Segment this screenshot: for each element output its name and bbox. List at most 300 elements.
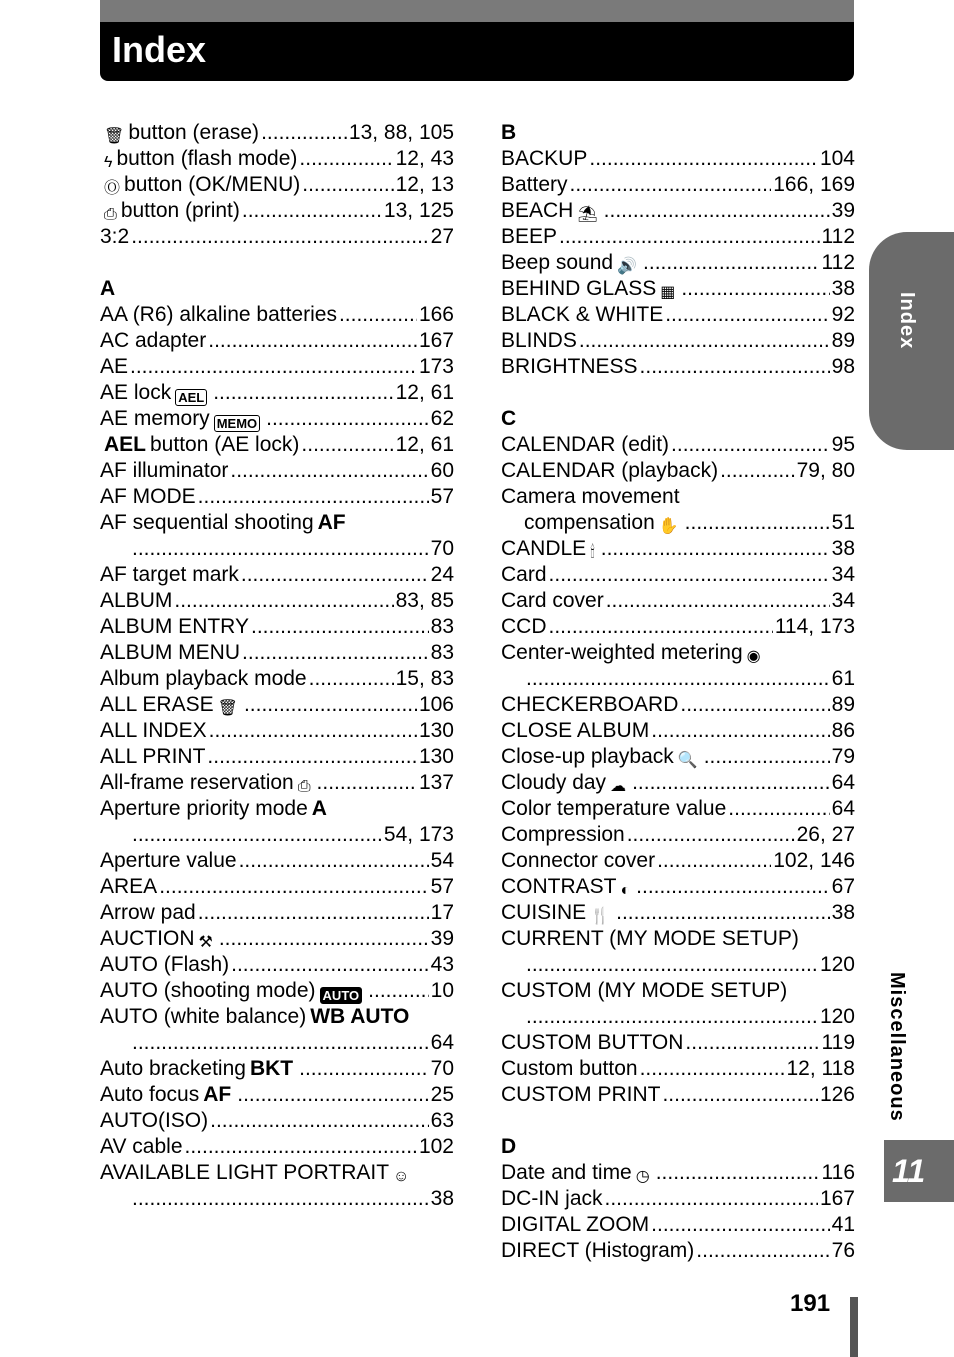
page-reference[interactable]: 38 bbox=[831, 537, 855, 560]
entry-term: Auto bracketing bbox=[100, 1057, 246, 1080]
section-letter: D bbox=[501, 1135, 517, 1158]
index-entry bbox=[501, 822, 855, 848]
index-entry bbox=[501, 796, 855, 822]
page-reference[interactable]: 92 bbox=[831, 303, 855, 326]
page-reference[interactable]: 12, 61 bbox=[395, 433, 454, 456]
entry-term: AV cable bbox=[100, 1135, 183, 1158]
page-reference[interactable]: 57 bbox=[430, 485, 454, 508]
entry-term: ALBUM MENU bbox=[100, 641, 241, 664]
index-entry bbox=[100, 614, 454, 640]
entry-term: CALENDAR (edit) bbox=[501, 433, 670, 456]
leader-dots bbox=[549, 614, 773, 640]
contrast-icon: ◐ bbox=[620, 882, 631, 899]
index-entry bbox=[100, 978, 454, 1004]
page-reference[interactable]: 63 bbox=[430, 1109, 454, 1132]
page-reference[interactable]: 38 bbox=[430, 1187, 454, 1210]
index-entry bbox=[100, 120, 454, 146]
page-reference[interactable]: 39 bbox=[430, 927, 454, 950]
leader-dots bbox=[640, 354, 830, 380]
index-entry bbox=[100, 666, 454, 692]
page-reference[interactable]: 89 bbox=[831, 693, 855, 716]
shake-icon: ✋ bbox=[658, 518, 679, 535]
index-entry bbox=[501, 172, 855, 198]
index-entry bbox=[501, 744, 855, 770]
page-reference[interactable]: 10 bbox=[430, 979, 454, 1002]
page-number: 191 bbox=[790, 1290, 831, 1317]
leader-dots bbox=[185, 1134, 417, 1160]
aperture-a-icon: A bbox=[311, 797, 327, 820]
beach-icon: ⛱ bbox=[577, 206, 598, 223]
page-reference[interactable]: 130 bbox=[418, 745, 454, 768]
entry-term: Cloudy day bbox=[501, 771, 607, 794]
index-entry bbox=[100, 796, 454, 822]
leader-dots bbox=[266, 406, 429, 432]
entry-term: AA (R6) alkaline batteries bbox=[100, 303, 337, 326]
page-reference[interactable]: 24 bbox=[430, 563, 454, 586]
entry-term: ALL PRINT bbox=[100, 745, 206, 768]
page-reference[interactable]: 67 bbox=[831, 875, 855, 898]
page-reference[interactable]: 12, 61 bbox=[395, 381, 454, 404]
leader-dots bbox=[242, 640, 429, 666]
leader-dots bbox=[685, 510, 830, 536]
entry-term: Aperture priority mode bbox=[100, 797, 308, 820]
index-entry bbox=[501, 848, 855, 874]
page-reference[interactable]: 17 bbox=[430, 901, 454, 924]
entry-term: Battery bbox=[501, 173, 568, 196]
leader-dots bbox=[606, 588, 830, 614]
index-entry bbox=[501, 1030, 855, 1056]
page-reference[interactable]: 173 bbox=[418, 355, 454, 378]
page-reference[interactable]: 34 bbox=[831, 563, 855, 586]
section-heading bbox=[100, 276, 454, 302]
leader-dots bbox=[604, 198, 830, 224]
page-reference[interactable]: 64 bbox=[430, 1031, 454, 1054]
page-reference[interactable]: 76 bbox=[831, 1239, 855, 1262]
page-reference[interactable]: 79 bbox=[831, 745, 855, 768]
leader-dots bbox=[159, 874, 428, 900]
entry-term: BACKUP bbox=[501, 147, 588, 170]
leader-dots bbox=[132, 536, 429, 562]
index-entry bbox=[501, 510, 855, 536]
entry-term: BEEP bbox=[501, 225, 558, 248]
entry-term: AF target mark bbox=[100, 563, 239, 586]
page-reference[interactable]: 166 bbox=[418, 303, 454, 326]
index-entry bbox=[501, 952, 855, 978]
section-gap bbox=[501, 380, 855, 406]
index-entry bbox=[501, 484, 855, 510]
leader-dots bbox=[209, 718, 417, 744]
entry-term: CCD bbox=[501, 615, 547, 638]
candle-icon: 🕯 bbox=[590, 544, 595, 561]
page-reference[interactable]: 60 bbox=[430, 459, 454, 482]
page-reference[interactable]: 13, 88, 105 bbox=[348, 121, 454, 144]
leader-dots bbox=[601, 536, 830, 562]
entry-term: BEHIND GLASS bbox=[501, 277, 657, 300]
entry-term: Center-weighted metering bbox=[501, 641, 743, 664]
leader-dots bbox=[317, 770, 417, 796]
page-reference[interactable]: 130 bbox=[418, 719, 454, 742]
memo-box-icon: MEMO bbox=[214, 415, 260, 432]
ael-bold-icon: AEL bbox=[104, 433, 146, 456]
entry-term: CUSTOM (MY MODE SETUP) bbox=[501, 979, 788, 1002]
leader-dots bbox=[549, 562, 830, 588]
page-reference[interactable]: 12, 13 bbox=[395, 173, 454, 196]
leader-dots bbox=[720, 458, 795, 484]
leader-dots bbox=[526, 666, 830, 692]
page-reference[interactable]: 79, 80 bbox=[796, 459, 855, 482]
entry-term: CUISINE bbox=[501, 901, 587, 924]
leader-dots bbox=[368, 978, 428, 1004]
page-reference[interactable]: 126 bbox=[819, 1083, 855, 1106]
entry-term: Aperture value bbox=[100, 849, 237, 872]
entry-term: Close-up playback bbox=[501, 745, 674, 768]
page-reference[interactable]: 116 bbox=[821, 1161, 855, 1184]
leader-dots bbox=[681, 276, 829, 302]
page-reference[interactable]: 25 bbox=[430, 1083, 454, 1106]
page-reference[interactable]: 13, 125 bbox=[383, 199, 454, 222]
page-reference[interactable]: 89 bbox=[831, 329, 855, 352]
page-reference[interactable]: 112 bbox=[821, 251, 855, 274]
page-number-bar bbox=[850, 1297, 858, 1357]
leader-dots bbox=[251, 614, 429, 640]
leader-dots bbox=[640, 1056, 785, 1082]
trash-icon: 🗑 bbox=[104, 128, 125, 145]
page-reference[interactable]: 119 bbox=[821, 1031, 855, 1054]
index-column-right bbox=[501, 120, 855, 1264]
page-reference[interactable]: 38 bbox=[831, 277, 855, 300]
page-reference[interactable]: 167 bbox=[819, 1187, 855, 1210]
index-entry bbox=[100, 900, 454, 926]
index-entry bbox=[501, 250, 855, 276]
page-reference[interactable]: 26, 27 bbox=[796, 823, 855, 846]
leader-dots bbox=[526, 952, 818, 978]
page-reference[interactable]: 86 bbox=[831, 719, 855, 742]
index-entry bbox=[100, 1134, 454, 1160]
index-entry bbox=[100, 770, 454, 796]
page-reference[interactable]: 12, 118 bbox=[786, 1057, 855, 1080]
all-print-icon: ⎙ bbox=[297, 778, 311, 795]
light-portrait-icon: ☺ bbox=[393, 1168, 410, 1185]
entry-term: Camera movement bbox=[501, 485, 680, 508]
page-reference[interactable]: 120 bbox=[819, 1005, 855, 1028]
page-reference[interactable]: 43 bbox=[430, 953, 454, 976]
print-icon: ⎙ bbox=[104, 206, 117, 223]
index-entry bbox=[100, 380, 454, 406]
af-icon: AF bbox=[203, 1083, 232, 1106]
page-reference[interactable]: 83 bbox=[430, 641, 454, 664]
bkt-icon: BKT bbox=[249, 1057, 294, 1080]
page-reference[interactable]: 51 bbox=[831, 511, 855, 534]
section-letter: C bbox=[501, 407, 517, 430]
leader-dots bbox=[207, 744, 417, 770]
page-reference[interactable]: 41 bbox=[831, 1213, 855, 1236]
entry-term: Card bbox=[501, 563, 547, 586]
leader-dots bbox=[665, 302, 829, 328]
page-reference[interactable]: 64 bbox=[831, 771, 855, 794]
page-reference[interactable]: 64 bbox=[831, 797, 855, 820]
index-entry bbox=[100, 510, 454, 536]
entry-term: ALL INDEX bbox=[100, 719, 207, 742]
leader-dots bbox=[174, 588, 393, 614]
entry-term: DIGITAL ZOOM bbox=[501, 1213, 650, 1236]
entry-term: AREA bbox=[100, 875, 158, 898]
leader-dots bbox=[302, 172, 393, 198]
page-reference[interactable]: 61 bbox=[831, 667, 855, 690]
index-entry bbox=[100, 406, 454, 432]
entry-term: Card cover bbox=[501, 589, 604, 612]
af-sequential-icon: AF bbox=[317, 511, 346, 534]
index-entry bbox=[501, 1004, 855, 1030]
section-letter: A bbox=[100, 277, 116, 300]
index-entry bbox=[501, 588, 855, 614]
entry-term: AF illuminator bbox=[100, 459, 229, 482]
index-entry bbox=[100, 302, 454, 328]
index-entry bbox=[501, 900, 855, 926]
index-entry bbox=[100, 744, 454, 770]
page-reference[interactable]: 70 bbox=[430, 1057, 454, 1080]
page-reference[interactable]: 104 bbox=[819, 147, 855, 170]
entry-term: compensation bbox=[524, 511, 655, 534]
index-entry bbox=[501, 432, 855, 458]
index-entry bbox=[501, 770, 855, 796]
index-tab[interactable] bbox=[869, 232, 954, 450]
section-gap bbox=[501, 1108, 855, 1134]
entry-term: CLOSE ALBUM bbox=[501, 719, 650, 742]
leader-dots bbox=[704, 744, 830, 770]
leader-dots bbox=[299, 146, 393, 172]
index-entry bbox=[100, 874, 454, 900]
clock-icon: ◷ bbox=[635, 1168, 650, 1185]
entry-term: button (flash mode) bbox=[116, 147, 298, 170]
index-entry bbox=[100, 562, 454, 588]
section-gap bbox=[100, 250, 454, 276]
section-heading bbox=[501, 1134, 855, 1160]
leader-dots bbox=[671, 432, 830, 458]
page-reference[interactable]: 95 bbox=[831, 433, 855, 456]
index-entry bbox=[501, 302, 855, 328]
page-reference[interactable]: 106 bbox=[418, 693, 454, 716]
entry-term: AE lock bbox=[100, 381, 172, 404]
leader-dots bbox=[132, 1186, 429, 1212]
entry-term: BRIGHTNESS bbox=[501, 355, 638, 378]
index-entry bbox=[501, 458, 855, 484]
page-reference[interactable]: 83, 85 bbox=[395, 589, 454, 612]
entry-term: AUCTION bbox=[100, 927, 195, 950]
index-entry bbox=[100, 848, 454, 874]
leader-dots bbox=[526, 1004, 818, 1030]
entry-term: Auto focus bbox=[100, 1083, 200, 1106]
chapter-number: 11 bbox=[884, 1140, 954, 1202]
leader-dots bbox=[239, 848, 429, 874]
page-reference[interactable]: 102 bbox=[418, 1135, 454, 1158]
page-reference[interactable]: 39 bbox=[831, 199, 855, 222]
page-reference[interactable]: 70 bbox=[430, 537, 454, 560]
ael-box-icon: AEL bbox=[175, 389, 207, 406]
index-entry bbox=[100, 146, 454, 172]
leader-dots bbox=[210, 1108, 429, 1134]
index-entry bbox=[100, 432, 454, 458]
leader-dots bbox=[632, 770, 830, 796]
index-entry bbox=[501, 146, 855, 172]
entry-term: CUSTOM PRINT bbox=[501, 1083, 661, 1106]
entry-term: CALENDAR (playback) bbox=[501, 459, 719, 482]
page-reference[interactable]: 15, 83 bbox=[395, 667, 454, 690]
leader-dots bbox=[728, 796, 829, 822]
entry-term: AF sequential shooting bbox=[100, 511, 314, 534]
entry-term: BLINDS bbox=[501, 329, 577, 352]
entry-term: AUTO (shooting mode) bbox=[100, 979, 316, 1002]
leader-dots bbox=[656, 1160, 820, 1186]
leader-dots bbox=[685, 1030, 819, 1056]
entry-term: button (OK/MENU) bbox=[124, 173, 301, 196]
entry-term: button (AE lock) bbox=[150, 433, 300, 456]
entry-term: DC-IN jack bbox=[501, 1187, 603, 1210]
entry-term: button (erase) bbox=[128, 121, 260, 144]
index-entry bbox=[501, 536, 855, 562]
index-column-left bbox=[100, 120, 454, 1212]
index-entry bbox=[100, 1004, 454, 1030]
page-reference[interactable]: 83 bbox=[430, 615, 454, 638]
index-entry bbox=[501, 1160, 855, 1186]
leader-dots bbox=[132, 1030, 429, 1056]
leader-dots bbox=[132, 822, 382, 848]
entry-term: CONTRAST bbox=[501, 875, 617, 898]
leader-dots bbox=[198, 900, 429, 926]
entry-term: CHECKERBOARD bbox=[501, 693, 679, 716]
cloud-icon: ☁ bbox=[610, 778, 627, 795]
entry-term: DIRECT (Histogram) bbox=[501, 1239, 695, 1262]
leader-dots bbox=[237, 1082, 428, 1108]
page-reference[interactable]: 102, 146 bbox=[773, 849, 855, 872]
index-entry bbox=[501, 1082, 855, 1108]
index-entry bbox=[100, 1056, 454, 1082]
page-reference[interactable]: 137 bbox=[418, 771, 454, 794]
page-reference[interactable]: 166, 169 bbox=[773, 173, 855, 196]
cuisine-icon: 🍴 bbox=[590, 908, 611, 925]
entry-term: CUSTOM BUTTON bbox=[501, 1031, 684, 1054]
page-reference[interactable]: 34 bbox=[831, 589, 855, 612]
leader-dots bbox=[696, 1238, 829, 1264]
index-entry bbox=[100, 354, 454, 380]
leader-dots bbox=[309, 666, 394, 692]
speaker-icon: 🔊 bbox=[617, 258, 638, 275]
leader-dots bbox=[213, 380, 393, 406]
page-reference[interactable]: 54 bbox=[430, 849, 454, 872]
index-entry bbox=[501, 614, 855, 640]
index-entry bbox=[501, 1186, 855, 1212]
auction-icon: ⚒ bbox=[198, 934, 213, 951]
leader-dots bbox=[559, 224, 819, 250]
page-reference[interactable]: 98 bbox=[831, 355, 855, 378]
entry-term: ALBUM bbox=[100, 589, 173, 612]
index-entry bbox=[501, 224, 855, 250]
leader-dots bbox=[627, 822, 795, 848]
page-reference[interactable]: 38 bbox=[831, 901, 855, 924]
leader-dots bbox=[242, 198, 382, 224]
flash-icon: ϟ bbox=[104, 154, 113, 171]
ok-menu-icon: Ⓞ bbox=[104, 180, 121, 197]
page-title: Index bbox=[112, 29, 207, 70]
leader-dots bbox=[231, 952, 429, 978]
wb-auto-icon: WB AUTO bbox=[310, 1005, 410, 1028]
leader-dots bbox=[339, 302, 417, 328]
index-entry bbox=[100, 1082, 454, 1108]
page-reference[interactable]: 54, 173 bbox=[383, 823, 454, 846]
leader-dots bbox=[579, 328, 830, 354]
entry-term: AVAILABLE LIGHT PORTRAIT bbox=[100, 1161, 390, 1184]
section-heading bbox=[501, 120, 855, 146]
leader-dots bbox=[570, 172, 772, 198]
index-entry bbox=[100, 1108, 454, 1134]
index-entry bbox=[501, 666, 855, 692]
leader-dots bbox=[651, 718, 829, 744]
header-strip bbox=[100, 0, 854, 22]
page-reference[interactable]: 12, 43 bbox=[395, 147, 454, 170]
entry-term: CURRENT (MY MODE SETUP) bbox=[501, 927, 799, 950]
entry-term: Connector cover bbox=[501, 849, 656, 872]
index-entry bbox=[100, 640, 454, 666]
index-entry bbox=[501, 276, 855, 302]
section-label: Miscellaneous bbox=[886, 972, 908, 1122]
leader-dots bbox=[130, 354, 417, 380]
index-entry bbox=[501, 692, 855, 718]
leader-dots bbox=[241, 562, 429, 588]
entry-term: BEACH bbox=[501, 199, 574, 222]
index-entry bbox=[100, 458, 454, 484]
page-reference[interactable]: 27 bbox=[430, 225, 454, 248]
leader-dots bbox=[605, 1186, 818, 1212]
entry-term: CANDLE bbox=[501, 537, 587, 560]
page-reference[interactable]: 120 bbox=[819, 953, 855, 976]
page-reference[interactable]: 112 bbox=[821, 225, 855, 248]
index-entry bbox=[100, 822, 454, 848]
entry-term: AE memory bbox=[100, 407, 210, 430]
entry-term: All-frame reservation bbox=[100, 771, 294, 794]
page-header bbox=[100, 0, 854, 81]
leader-dots bbox=[643, 250, 819, 276]
entry-term: ALBUM ENTRY bbox=[100, 615, 249, 638]
leader-dots bbox=[616, 900, 830, 926]
index-entry bbox=[501, 354, 855, 380]
index-entry bbox=[501, 1212, 855, 1238]
index-entry bbox=[501, 198, 855, 224]
entry-term: BLACK & WHITE bbox=[501, 303, 664, 326]
metering-icon: ◉ bbox=[746, 648, 761, 665]
index-entry bbox=[501, 1056, 855, 1082]
leader-dots bbox=[662, 1082, 818, 1108]
index-entry bbox=[501, 328, 855, 354]
leader-dots bbox=[636, 874, 829, 900]
page-reference[interactable]: 62 bbox=[430, 407, 454, 430]
leader-dots bbox=[301, 432, 393, 458]
all-erase-icon: 🗑 bbox=[217, 700, 238, 717]
index-entry bbox=[501, 874, 855, 900]
index-entry bbox=[501, 1238, 855, 1264]
page-reference[interactable]: 57 bbox=[430, 875, 454, 898]
magnifier-icon: 🔍 bbox=[677, 752, 698, 769]
index-tab-label: Index bbox=[896, 292, 918, 350]
index-entry bbox=[100, 588, 454, 614]
page-reference[interactable]: 167 bbox=[418, 329, 454, 352]
entry-term: button (print) bbox=[120, 199, 240, 222]
section-heading bbox=[501, 406, 855, 432]
index-entry bbox=[100, 1160, 454, 1186]
leader-dots bbox=[261, 120, 347, 146]
index-entry bbox=[100, 484, 454, 510]
leader-dots bbox=[657, 848, 771, 874]
entry-term: AF MODE bbox=[100, 485, 196, 508]
page-reference[interactable]: 114, 173 bbox=[774, 615, 855, 638]
